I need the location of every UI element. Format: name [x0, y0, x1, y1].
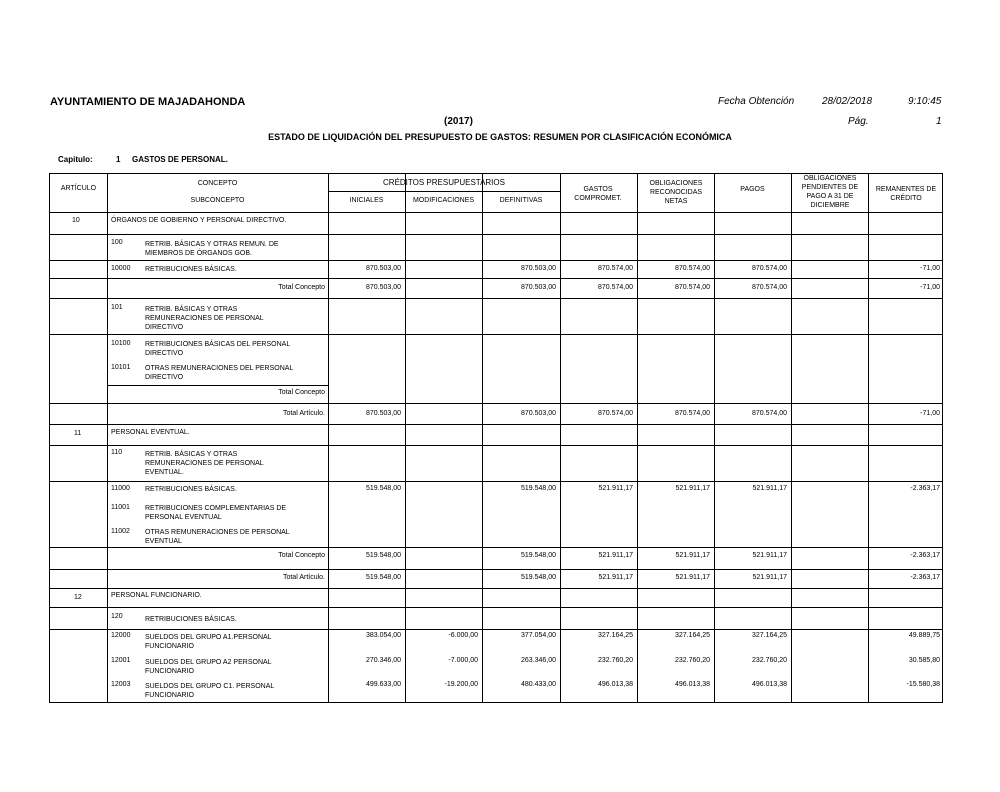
report-year: (2017) [444, 116, 473, 127]
remanentes-value: -2.363,17 [910, 552, 940, 559]
report-title: ESTADO DE LIQUIDACIÓN DEL PRESUPUESTO DE GASTOS: RESUMEN POR CLASIFICACIÓN ECONÓMICA [268, 132, 732, 142]
subconcepto-desc: OTRAS REMUNERACIONES DEL PERSONAL DIRECTIVO [145, 365, 294, 381]
capitulo-number: 1 [116, 155, 121, 164]
articulo-desc: PERSONAL FUNCIONARIO. [111, 592, 202, 599]
obligaciones-value: 496.013,38 [674, 681, 710, 688]
definitivas-value: 480.433,00 [520, 681, 556, 688]
definitivas-value: 870.503,00 [520, 284, 556, 291]
col-modificaciones: MODIFICACIONES [412, 197, 475, 204]
subconcepto-desc: RETRIBUCIONES BÁSICAS. [145, 266, 237, 273]
iniciales-value: 383.054,00 [365, 632, 401, 639]
subconcepto-code: 10100 [111, 340, 131, 347]
fecha-obtencion-label: Fecha Obtención [718, 96, 795, 107]
header-divider [328, 191, 560, 192]
capitulo-name: GASTOS DE PERSONAL. [132, 155, 228, 164]
fecha-obtencion-date: 28/02/2018 [822, 96, 873, 107]
pagos-value: 521.911,17 [752, 574, 787, 581]
remanentes-value: 49.889,75 [908, 632, 940, 639]
modificaciones-value: -19.200,00 [444, 681, 478, 688]
col-iniciales: INICIALES [349, 197, 384, 204]
iniciales-value: 270.346,00 [365, 657, 401, 664]
definitivas-value: 519.548,00 [520, 574, 556, 581]
pagos-value: 870.574,00 [751, 265, 787, 272]
obligaciones-value: 327.164,25 [674, 632, 710, 639]
pagos-value: 521.911,17 [752, 485, 787, 492]
definitivas-value: 519.548,00 [520, 485, 556, 492]
subconcepto-desc: RETRIBUCIONES COMPLEMENTARIAS DE PERSONAL EVENTUAL [145, 505, 287, 521]
subconcepto-code: 11001 [111, 504, 130, 511]
subconcepto-desc: SUELDOS DEL GRUPO C1. PERSONAL FUNCIONARIO [145, 683, 275, 699]
col-divider [482, 174, 483, 702]
col-obligaciones: OBLIGACIONES RECONOCIDAS NETAS [649, 180, 703, 205]
total-concepto-label: Total Concepto [278, 552, 325, 559]
iniciales-value: 870.503,00 [365, 410, 401, 417]
pagos-value: 327.164,25 [751, 632, 787, 639]
remanentes-value: -71,00 [920, 284, 940, 291]
col-divider [405, 174, 406, 702]
modificaciones-value: -6.000,00 [448, 632, 478, 639]
definitivas-value: 870.503,00 [520, 410, 556, 417]
iniciales-value: 870.503,00 [365, 284, 401, 291]
iniciales-value: 519.548,00 [365, 485, 401, 492]
subconcepto-code: 12001 [111, 657, 131, 664]
remanentes-value: -71,00 [920, 410, 940, 417]
concepto-code: 110 [111, 449, 123, 456]
subconcepto-code: 11002 [111, 528, 130, 535]
col-divider [637, 174, 638, 702]
obligaciones-value: 232.760,20 [674, 657, 710, 664]
col-divider [560, 174, 561, 702]
concepto-desc: RETRIB. BÁSICAS Y OTRAS REMUNERACIONES DE PERSONAL EVENTUAL. [145, 451, 264, 476]
obligaciones-value: 521.911,17 [675, 485, 710, 492]
page-number: 1 [936, 116, 942, 127]
articulo-code: 11 [74, 430, 82, 437]
total-concepto-label: Total Concepto [278, 284, 325, 291]
subconcepto-code: 12003 [111, 681, 131, 688]
subconcepto-desc: SUELDOS DEL GRUPO A2 PERSONAL FUNCIONARIO [145, 659, 272, 675]
subconcepto-desc: RETRIBUCIONES BÁSICAS. [145, 486, 237, 493]
col-divider [714, 174, 715, 702]
subconcepto-code: 12000 [111, 632, 131, 639]
col-remanentes: REMANENTES DE CRÉDITO [875, 186, 937, 202]
concepto-code: 120 [111, 613, 123, 620]
obligaciones-value: 870.574,00 [674, 284, 710, 291]
col-definitivas: DEFINITIVAS [499, 197, 543, 204]
pagos-value: 496.013,38 [751, 681, 787, 688]
subconcepto-code: 10000 [111, 265, 131, 272]
fecha-obtencion-time: 9:10:45 [908, 96, 942, 107]
gastos-value: 870.574,00 [597, 284, 633, 291]
remanentes-value: 30.585,80 [908, 657, 940, 664]
concepto-desc: RETRIB. BÁSICAS Y OTRAS REMUNERACIONES DE PERSONAL DIRECTIVO [145, 306, 264, 331]
col-gastos: GASTOS COMPROMET. [574, 186, 622, 202]
iniciales-value: 519.548,00 [365, 552, 401, 559]
gastos-value: 232.760,20 [597, 657, 633, 664]
pagos-value: 870.574,00 [751, 284, 787, 291]
subconcepto-desc: OTRAS REMUNERACIONES DE PERSONAL EVENTUAL [145, 529, 290, 545]
gastos-value: 870.574,00 [597, 265, 633, 272]
gastos-value: 870.574,00 [597, 410, 633, 417]
pagos-value: 870.574,00 [751, 410, 787, 417]
gastos-value: 521.911,17 [598, 574, 633, 581]
col-creditos: CRÉDITOS PRESUPUESTARIOS [383, 178, 505, 187]
col-concepto: CONCEPTO [197, 180, 238, 187]
col-divider [328, 174, 329, 702]
col-divider [868, 174, 869, 702]
obligaciones-value: 870.574,00 [674, 265, 710, 272]
remanentes-value: -71,00 [920, 265, 940, 272]
remanentes-value: -2.363,17 [910, 574, 940, 581]
total-articulo-label: Total Artículo. [282, 410, 325, 417]
concepto-desc: RETRIBUCIONES BÁSICAS. [145, 616, 237, 623]
obligaciones-value: 521.911,17 [675, 574, 710, 581]
total-articulo-label: Total Artículo. [282, 574, 325, 581]
total-concepto-label: Total Concepto [278, 389, 325, 396]
subconcepto-desc: RETRIBUCIONES BÁSICAS DEL PERSONAL DIRECTIVO [145, 341, 290, 357]
capitulo-label: Capitulo: [58, 155, 93, 164]
gastos-value: 327.164,25 [597, 632, 633, 639]
definitivas-value: 519.548,00 [520, 552, 556, 559]
page-label: Pág. [848, 116, 869, 127]
gastos-value: 521.911,17 [598, 552, 633, 559]
subconcepto-desc: SUELDOS DEL GRUPO A1.PERSONAL FUNCIONARIO [145, 634, 272, 650]
pagos-value: 232.760,20 [751, 657, 787, 664]
articulo-code: 12 [74, 594, 82, 601]
concepto-code: 101 [111, 304, 123, 311]
organization-name: AYUNTAMIENTO DE MAJADAHONDA [50, 96, 246, 108]
col-divider [791, 174, 792, 702]
gastos-value: 521.911,17 [598, 485, 633, 492]
articulo-desc: PERSONAL EVENTUAL. [111, 429, 190, 436]
iniciales-value: 870.503,00 [365, 265, 401, 272]
articulo-desc: ÓRGANOS DE GOBIERNO Y PERSONAL DIRECTIVO. [111, 217, 287, 224]
definitivas-value: 870.503,00 [520, 265, 556, 272]
modificaciones-value: -7.000,00 [448, 657, 478, 664]
col-articulo: ARTÍCULO [60, 185, 97, 192]
obligaciones-value: 870.574,00 [674, 410, 710, 417]
gastos-value: 496.013,38 [597, 681, 633, 688]
subconcepto-code: 10101 [111, 364, 131, 371]
definitivas-value: 377.054,00 [520, 632, 556, 639]
iniciales-value: 499.633,00 [365, 681, 401, 688]
obligaciones-value: 521.911,17 [675, 552, 710, 559]
iniciales-value: 519.548,00 [365, 574, 401, 581]
subconcepto-code: 11000 [111, 485, 130, 492]
articulo-code: 10 [72, 217, 80, 224]
definitivas-value: 263.346,00 [520, 657, 556, 664]
col-pagos: PAGOS [740, 186, 765, 193]
pagos-value: 521.911,17 [752, 552, 787, 559]
concepto-desc: RETRIB. BÁSICAS Y OTRAS REMUN. DE MIEMBROS DE ÓRGANOS GOB. [145, 241, 279, 257]
col-pendientes: OBLIGACIONES PENDIENTES DE PAGO A 31 DE DICIEMBRE [801, 175, 859, 209]
remanentes-value: -2.363,17 [910, 485, 940, 492]
col-subconcepto: SUBCONCEPTO [190, 197, 245, 204]
col-divider [107, 174, 108, 702]
remanentes-value: -15.580,38 [906, 681, 940, 688]
concepto-code: 100 [111, 239, 123, 246]
